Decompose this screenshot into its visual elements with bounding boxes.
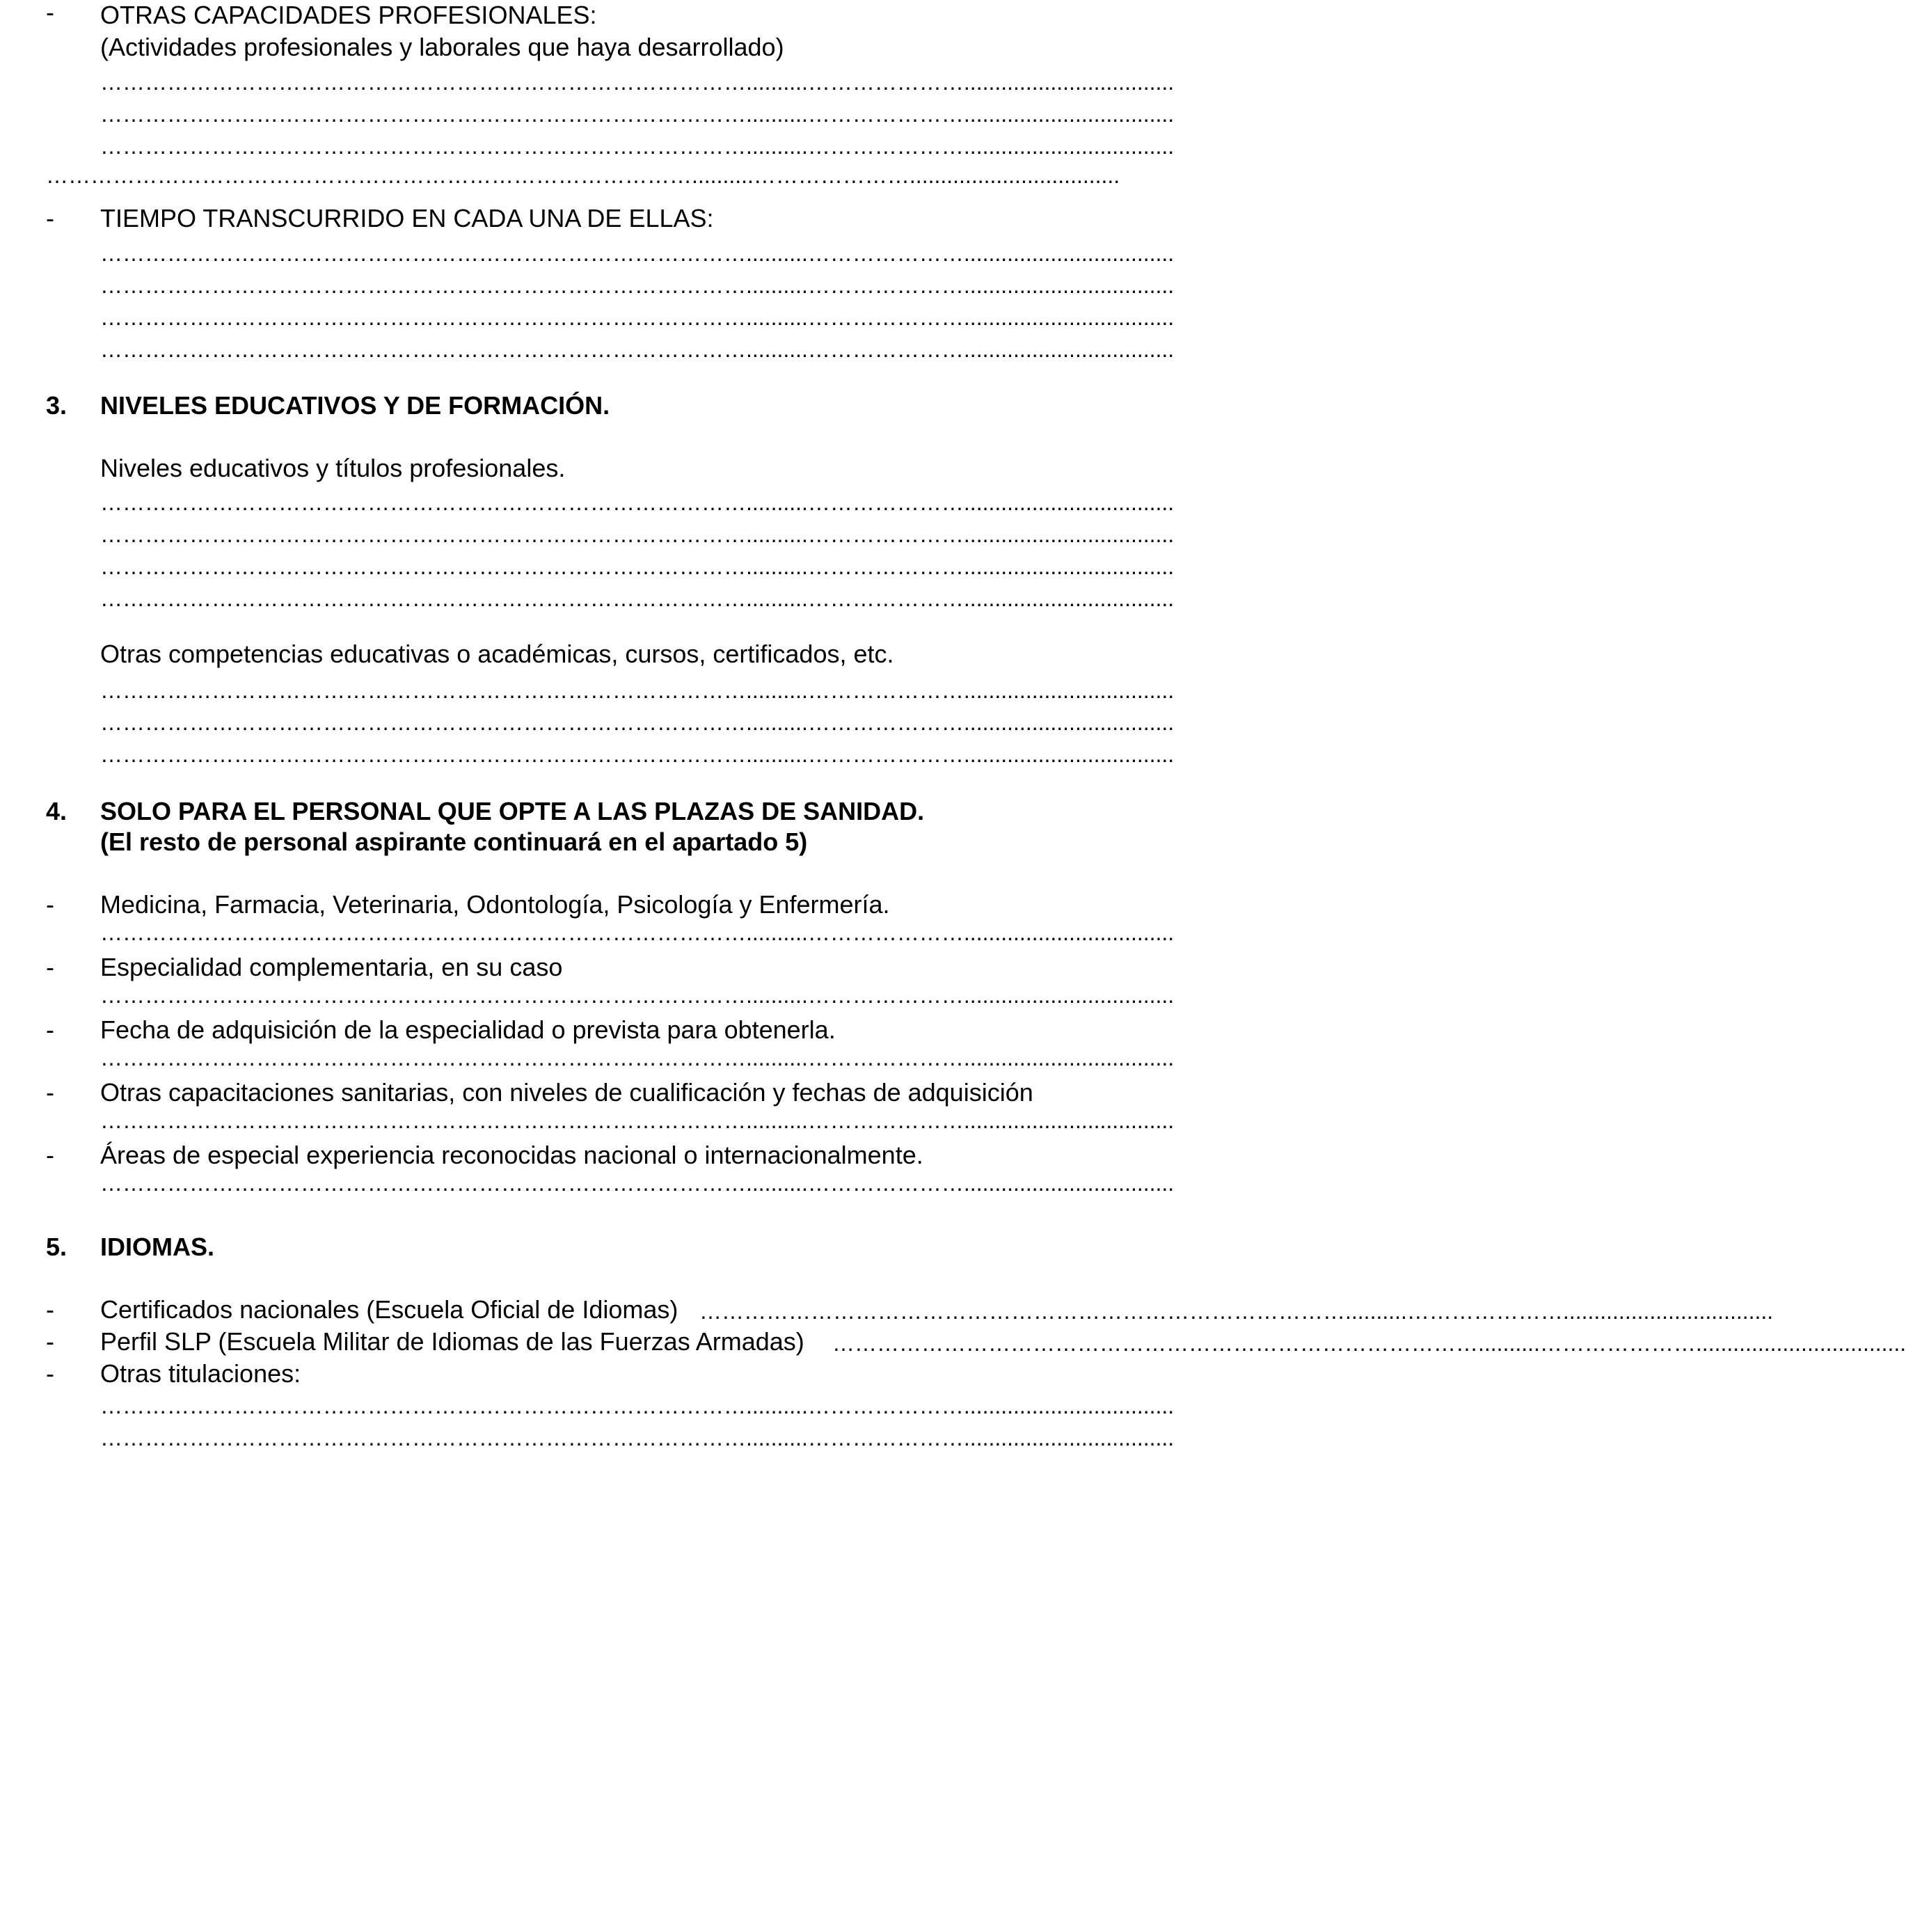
section-4-title: SOLO PARA EL PERSONAL QUE OPTE A LAS PLAZAS DE SANIDAD.: [100, 797, 925, 825]
fill-line[interactable]: ……………………………………………………………………………..........…………………..................................: [46, 163, 1120, 188]
section-5-number: 5.: [46, 1233, 67, 1261]
bullet-dash: -: [46, 1327, 54, 1356]
section-5-title: IDIOMAS.: [100, 1233, 215, 1261]
fill-line[interactable]: ……………………………………………………………………………..........…………………..................................: [100, 1171, 1175, 1196]
idiomas-item-perfil-slp: Perfil SLP (Escuela Militar de Idiomas de las Fuerzas Armadas): [100, 1327, 804, 1356]
fill-line[interactable]: ……………………………………………………………………………..........…………………..................................: [100, 1108, 1175, 1133]
fill-line[interactable]: ……………………………………………………………………………..........…………………..................................: [100, 586, 1175, 611]
bullet-dash: -: [46, 204, 54, 232]
bullet-dash: -: [46, 1359, 54, 1388]
fill-line[interactable]: ……………………………………………………………………………..........…………………..................................: [100, 522, 1175, 547]
sanidad-item-fecha: Fecha de adquisición de la especialidad o prevista para obtenerla.: [100, 1015, 836, 1044]
section-4-number: 4.: [46, 797, 67, 825]
bullet-dash: -: [46, 890, 54, 919]
fill-line[interactable]: ……………………………………………………………………………..........…………………..................................: [100, 920, 1175, 945]
sanidad-item-areas: Áreas de especial experiencia reconocidas nacional o internacionalmente.: [100, 1141, 923, 1169]
fill-line[interactable]: ……………………………………………………………………………..........…………………..................................: [699, 1299, 1774, 1324]
bullet-dash: -: [46, 1141, 54, 1169]
bullet-dash: -: [46, 0, 54, 26]
section-4-subtitle: (El resto de personal aspirante continuará en el apartado 5): [100, 828, 808, 856]
idiomas-item-certificados: Certificados nacionales (Escuela Oficial de Idiomas): [100, 1295, 678, 1324]
fill-line[interactable]: ……………………………………………………………………………..........…………………..................................: [100, 337, 1175, 362]
fill-line[interactable]: ……………………………………………………………………………..........…………………..................................: [100, 554, 1175, 579]
otras-capacidades-title: OTRAS CAPACIDADES PROFESIONALES:: [100, 1, 597, 29]
fill-line[interactable]: ……………………………………………………………………………..........…………………..................................: [100, 490, 1175, 515]
fill-line[interactable]: ……………………………………………………………………………..........…………………..................................: [100, 134, 1175, 159]
fill-line[interactable]: ……………………………………………………………………………..........…………………..................................: [100, 102, 1175, 127]
fill-line[interactable]: ……………………………………………………………………………..........…………………..................................: [100, 1045, 1175, 1070]
fill-line[interactable]: ……………………………………………………………………………..........…………………..................................: [100, 241, 1175, 266]
fill-line[interactable]: ……………………………………………………………………………..........…………………..................................: [100, 710, 1175, 735]
fill-line[interactable]: ……………………………………………………………………………..........…………………..................................: [100, 742, 1175, 767]
fill-line[interactable]: ……………………………………………………………………………..........…………………..................................: [100, 70, 1175, 95]
bullet-dash: -: [46, 1078, 54, 1107]
fill-line[interactable]: ……………………………………………………………………………..........…………………..................................: [100, 1425, 1175, 1450]
bullet-dash: -: [46, 953, 54, 981]
idiomas-item-otras: Otras titulaciones:: [100, 1359, 301, 1388]
bullet-dash: -: [46, 1015, 54, 1044]
sanidad-item-especialidad: Especialidad complementaria, en su caso: [100, 953, 563, 981]
fill-line[interactable]: ……………………………………………………………………………..........…………………..................................: [832, 1331, 1906, 1356]
fill-line[interactable]: ……………………………………………………………………………..........…………………..................................: [100, 305, 1175, 330]
otras-competencias-label: Otras competencias educativas o académicas, cursos, certificados, etc.: [100, 640, 894, 668]
fill-line[interactable]: ……………………………………………………………………………..........…………………..................................: [100, 678, 1175, 703]
fill-line[interactable]: ……………………………………………………………………………..........…………………..................................: [100, 1393, 1175, 1418]
sanidad-item-titulacion: Medicina, Farmacia, Veterinaria, Odontología, Psicología y Enfermería.: [100, 890, 890, 919]
niveles-label: Niveles educativos y títulos profesionales.: [100, 454, 566, 482]
bullet-dash: -: [46, 1295, 54, 1324]
fill-line[interactable]: ……………………………………………………………………………..........…………………..................................: [100, 273, 1175, 298]
section-3-number: 3.: [46, 391, 67, 420]
fill-line[interactable]: ……………………………………………………………………………..........…………………..................................: [100, 983, 1175, 1008]
sanidad-item-capacitaciones: Otras capacitaciones sanitarias, con niveles de cualificación y fechas de adquisición: [100, 1078, 1033, 1107]
section-3-title: NIVELES EDUCATIVOS Y DE FORMACIÓN.: [100, 391, 610, 420]
otras-capacidades-subtitle: (Actividades profesionales y laborales que haya desarrollado): [100, 33, 784, 61]
tiempo-title: TIEMPO TRANSCURRIDO EN CADA UNA DE ELLAS:: [100, 204, 714, 232]
